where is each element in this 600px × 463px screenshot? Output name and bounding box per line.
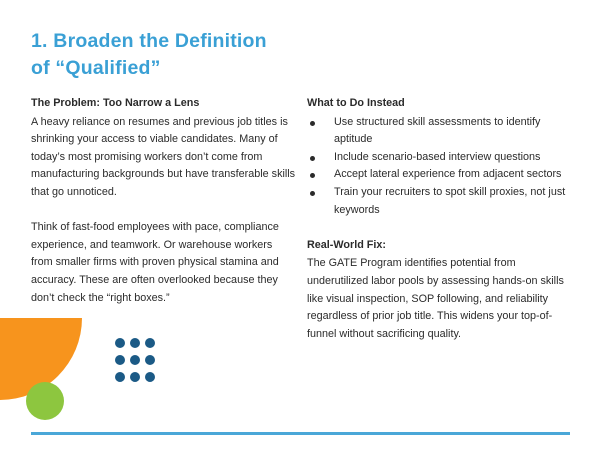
problem-heading: The Problem: Too Narrow a Lens [31,97,200,109]
grid-dot-icon [115,338,125,348]
bullet-icon [310,173,315,178]
page-title [31,28,361,82]
title-line-2: of “Qualified” [31,57,161,79]
bullet-icon [310,191,315,196]
grid-dot-icon [145,355,155,365]
list-item [307,149,572,167]
footer-divider [31,432,570,435]
list-item [307,166,572,184]
paragraph-gap [31,202,296,220]
problem-paragraph-2: Think of fast-food employees with pace, compliance experience, and teamwork. Or warehouse workers from smaller firms with proven physical stamina and accuracy. These are often overlooked because they don’t check the “right boxes.” [31,221,279,304]
decorative-shapes-icon [0,318,200,428]
list-item-text: Use structured skill assessments to identify aptitude [334,115,541,146]
problem-paragraph-1: A heavy reliance on resumes and previous job titles is shrinking your access to viable candidates. Many of today’s most promising workers don’t come from manufacturing backgrounds but have transferable skills that go unnoticed. [31,115,296,198]
what-to-do-heading: What to Do Instead [307,97,405,109]
grid-dot-icon [115,355,125,365]
list-item-text: Include scenario-based interview questions [334,150,541,163]
solution-section [307,95,572,343]
grid-dot-icon [115,372,125,382]
title-line-1: 1. Broaden the Definition [31,30,267,52]
list-item-text: Train your recruiters to spot skill proxies, not just keywords [334,185,566,216]
paragraph-gap [307,219,572,237]
real-world-heading: Real-World Fix: [307,238,386,251]
list-item [307,184,572,219]
bullet-icon [310,121,315,126]
list-item [307,114,572,149]
grid-dot-icon [130,372,140,382]
bullet-icon [310,156,315,161]
grid-dot-icon [145,338,155,348]
dot-grid-icon [115,338,155,382]
grid-dot-icon [130,338,140,348]
real-world-paragraph: The GATE Program identifies potential from underutilized labor pools by assessing hands-on skills like visual inspection, SOP following, and reliability regardless of prior job title. This widens your top-of-funnel without sacrificing quality. [307,257,564,340]
green-circle-icon [26,382,64,420]
grid-dot-icon [145,372,155,382]
grid-dot-icon [130,355,140,365]
list-item-text: Accept lateral experience from adjacent sectors [334,168,562,181]
problem-section [31,95,296,307]
what-to-do-list [307,114,572,220]
